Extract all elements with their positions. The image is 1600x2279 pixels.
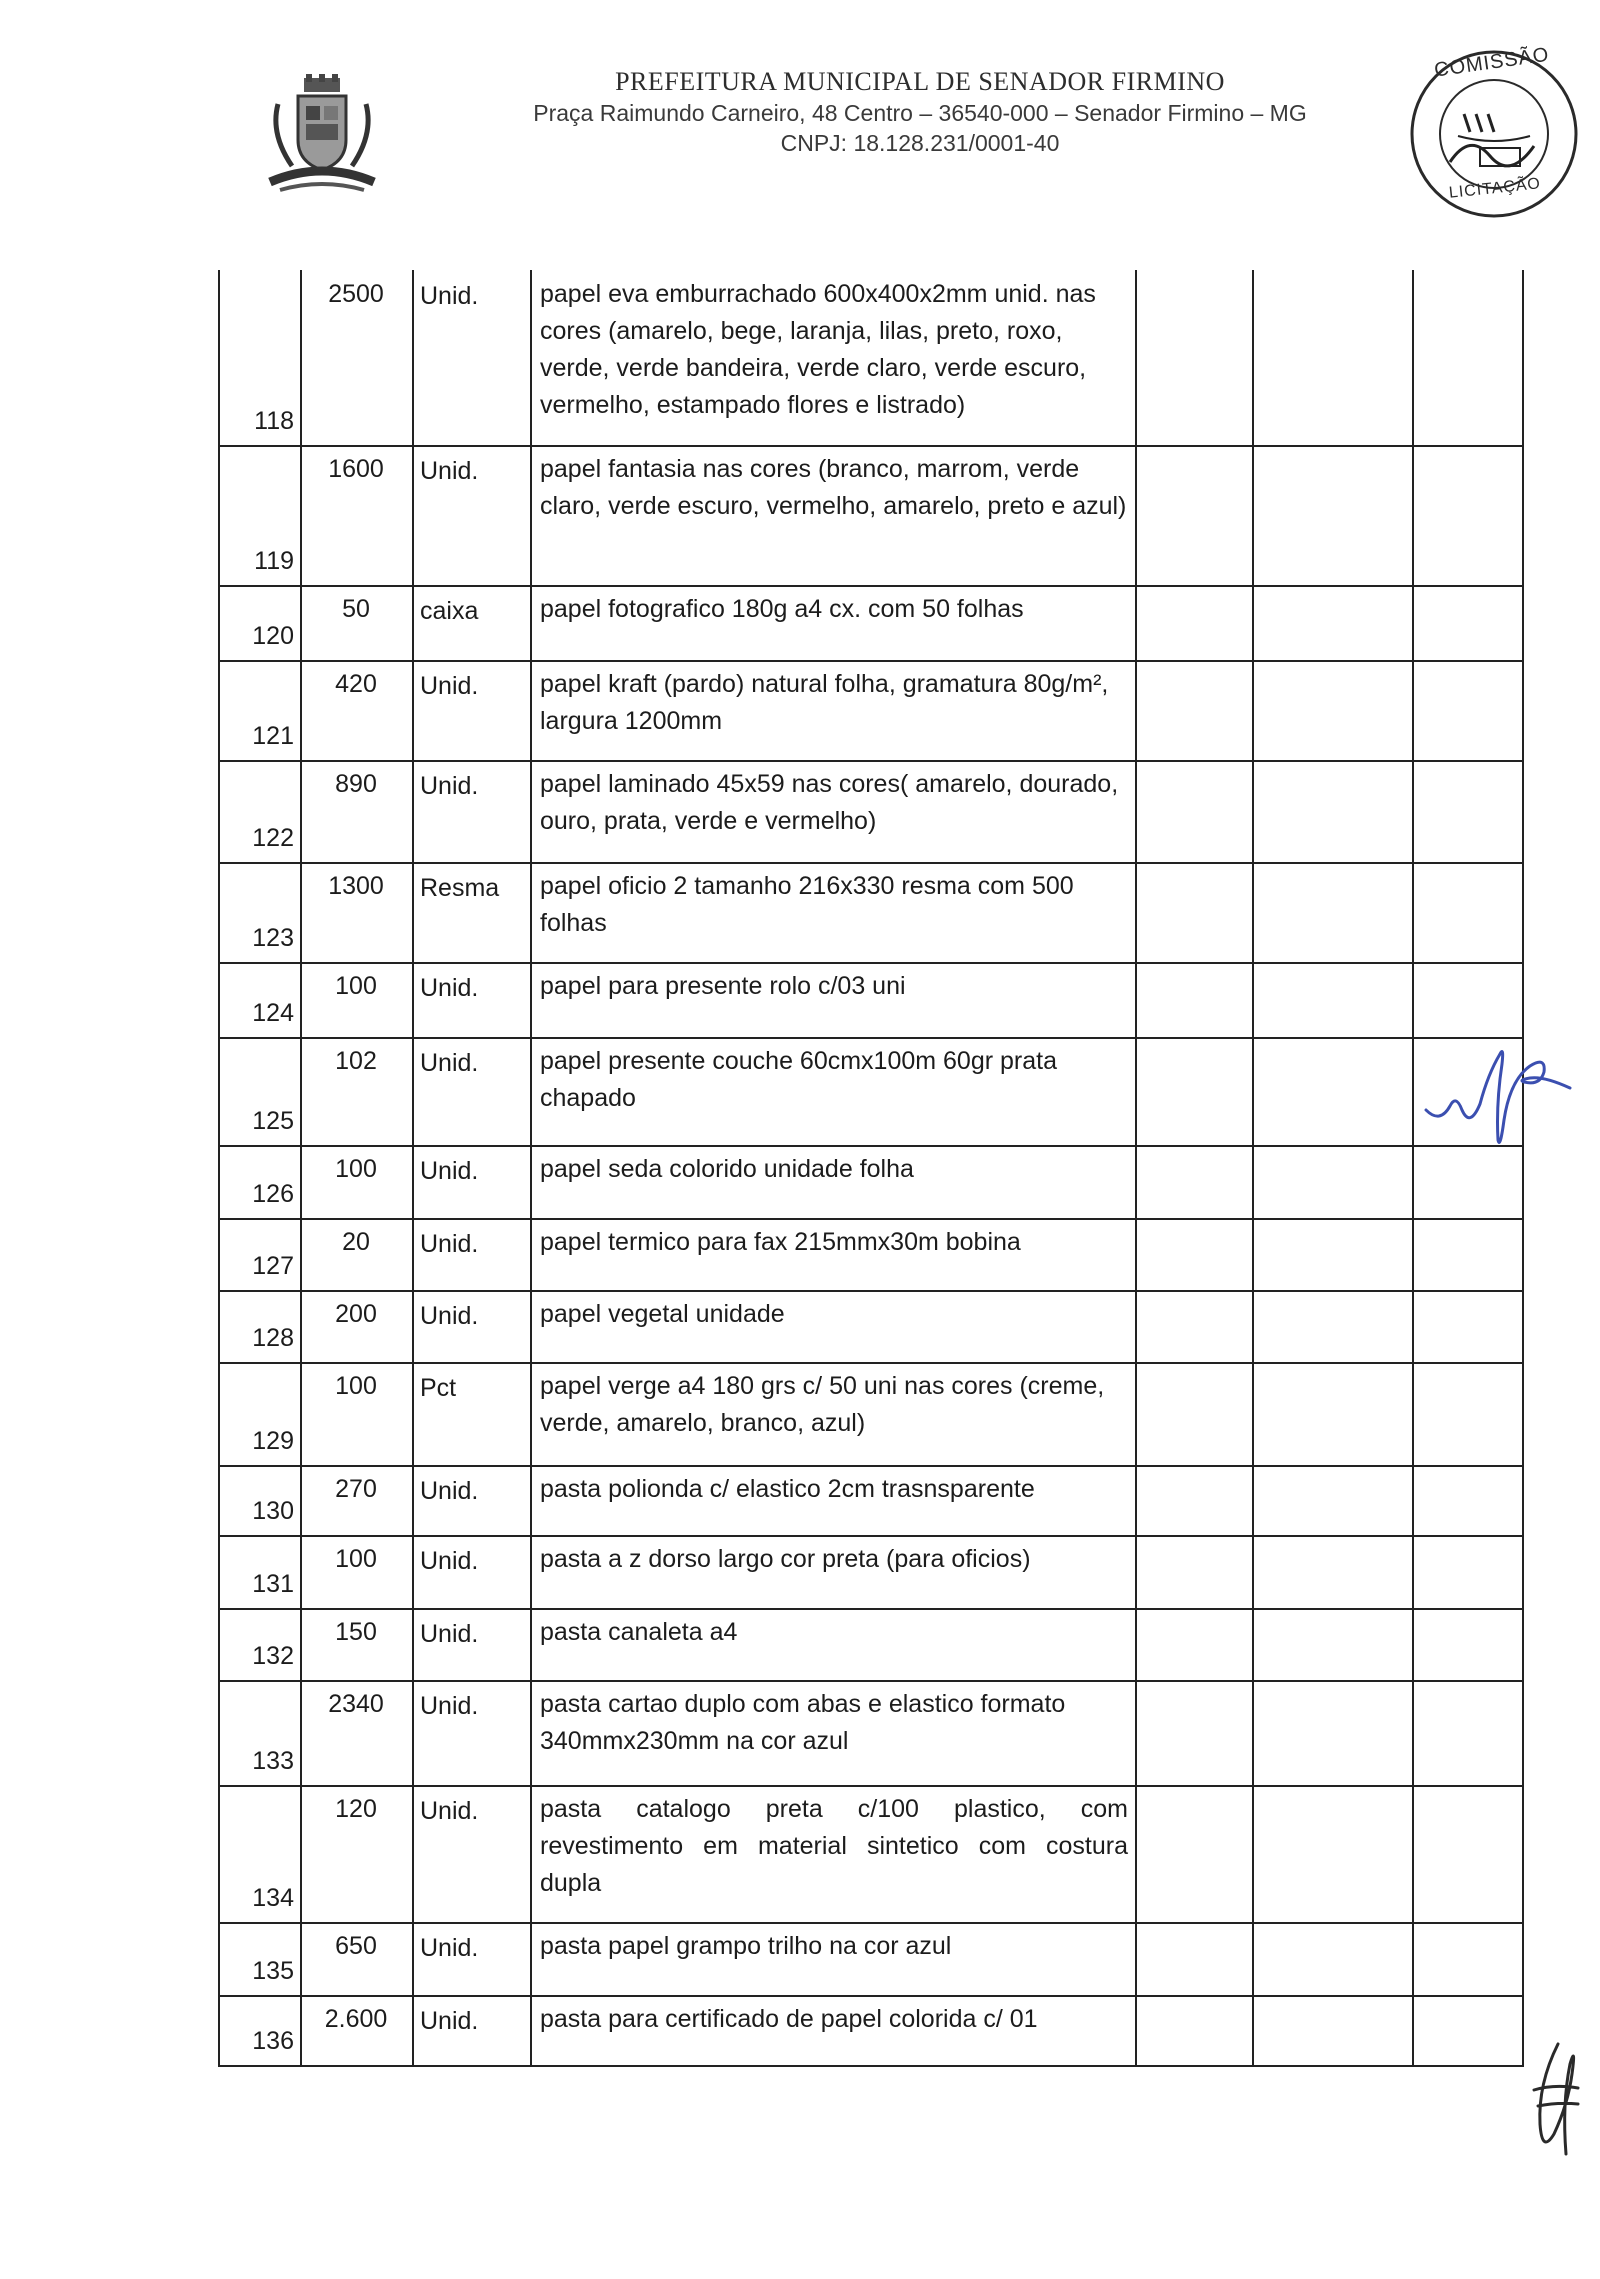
item-description: papel para presente rolo c/03 uni [540, 972, 906, 1000]
table-column-line [1135, 270, 1137, 2067]
item-unit: Unid. [420, 1692, 479, 1720]
table-row-line [218, 1922, 1522, 1924]
table-row-line [218, 1535, 1522, 1537]
item-quantity: 200 [335, 1300, 377, 1328]
item-quantity: 2.600 [324, 2005, 388, 2033]
item-description: pasta polionda c/ elastico 2cm trasnsparente [540, 1475, 1035, 1503]
item-unit: Unid. [420, 1049, 479, 1077]
item-number: 129 [252, 1427, 294, 1455]
table-row-line [218, 445, 1522, 447]
item-number: 131 [252, 1570, 294, 1598]
item-description: papel oficio 2 tamanho 216x330 resma com 500 folhas [540, 872, 1074, 937]
item-description: papel termico para fax 215mmx30m bobina [540, 1228, 1021, 1256]
table-row-line [218, 1037, 1522, 1039]
table-row-line [218, 1145, 1522, 1147]
item-quantity: 2340 [328, 1690, 384, 1718]
letterhead-title: PREFEITURA MUNICIPAL DE SENADOR FIRMINO [615, 67, 1225, 96]
item-number: 132 [252, 1642, 294, 1670]
item-unit: Unid. [420, 1547, 479, 1575]
table-column-line [300, 270, 302, 2067]
item-number: 136 [252, 2027, 294, 2055]
item-unit: Unid. [420, 1797, 479, 1825]
table-column-line [530, 270, 532, 2067]
table-column-line [1412, 270, 1414, 2067]
item-unit: caixa [420, 597, 479, 625]
item-unit: Unid. [420, 1157, 479, 1185]
table-row-line [218, 1680, 1522, 1682]
item-quantity: 420 [335, 670, 377, 698]
table-row-line [218, 1608, 1522, 1610]
item-quantity: 20 [342, 1228, 370, 1256]
item-description: papel vegetal unidade [540, 1300, 785, 1328]
item-unit: Unid. [420, 672, 479, 700]
item-description: pasta para certificado de papel colorida c/ 01 [540, 2005, 1038, 2033]
item-quantity: 120 [335, 1795, 377, 1823]
item-unit: Unid. [420, 1477, 479, 1505]
table-row-line [218, 585, 1522, 587]
item-number: 124 [252, 999, 294, 1027]
item-number: 133 [252, 1747, 294, 1775]
item-unit: Resma [420, 874, 500, 902]
item-quantity: 150 [335, 1618, 377, 1646]
item-description: papel presente couche 60cmx100m 60gr prata chapado [540, 1047, 1057, 1112]
table-row-line [218, 1218, 1522, 1220]
table-row-line [218, 660, 1522, 662]
item-number: 118 [254, 407, 294, 435]
item-number: 119 [254, 547, 294, 575]
item-quantity: 1600 [328, 455, 384, 483]
item-number: 135 [252, 1957, 294, 1985]
table-row-line [218, 1465, 1522, 1467]
item-quantity: 890 [335, 770, 377, 798]
handwritten-initials-icon [1528, 2040, 1588, 2160]
item-number: 127 [252, 1252, 294, 1280]
item-description: pasta a z dorso largo cor preta (para oficios) [540, 1545, 1031, 1573]
stamp-top-text: COMISSÃO [1432, 43, 1551, 82]
handwritten-rubric-icon [1420, 1040, 1580, 1150]
item-description: papel laminado 45x59 nas cores( amarelo, dourado, ouro, prata, verde e vermelho) [540, 770, 1119, 835]
table-row-line [218, 1362, 1522, 1364]
table-column-line [218, 270, 220, 2067]
table-row-line [218, 862, 1522, 864]
stamp-bottom-text: LICITAÇÃO [1448, 175, 1542, 202]
item-unit: Unid. [420, 1302, 479, 1330]
item-description: papel eva emburrachado 600x400x2mm unid. nas cores (amarelo, bege, laranja, lilas, preto, roxo, verde, verde bandeira, verde claro, verde escuro, vermelho, estampado flores e listrado) [540, 280, 1096, 419]
item-description: papel kraft (pardo) natural folha, gramatura 80g/m², largura 1200mm [540, 670, 1109, 735]
letterhead-address: Praça Raimundo Carneiro, 48 Centro – 36540-000 – Senador Firmino – MG [533, 100, 1307, 126]
item-unit: Unid. [420, 282, 479, 310]
item-quantity: 50 [342, 595, 370, 623]
item-quantity: 1300 [328, 872, 384, 900]
item-unit: Unid. [420, 772, 479, 800]
item-unit: Unid. [420, 457, 479, 485]
item-description: pasta papel grampo trilho na cor azul [540, 1932, 952, 1960]
item-description: pasta catalogo preta c/100 plastico, com revestimento em material sintetico com costura dupla [540, 1795, 1128, 1897]
item-description: pasta cartao duplo com abas e elastico formato 340mmx230mm na cor azul [540, 1690, 1066, 1755]
item-number: 120 [252, 622, 294, 650]
item-number: 130 [252, 1497, 294, 1525]
item-quantity: 270 [335, 1475, 377, 1503]
table-row-line [218, 962, 1522, 964]
item-number: 121 [252, 722, 294, 750]
item-unit: Pct [420, 1374, 457, 1402]
item-quantity: 100 [335, 1155, 377, 1183]
item-quantity: 2500 [328, 280, 384, 308]
item-number: 128 [252, 1324, 294, 1352]
item-unit: Unid. [420, 1620, 479, 1648]
item-quantity: 650 [335, 1932, 377, 1960]
item-number: 126 [252, 1180, 294, 1208]
item-quantity: 100 [335, 1545, 377, 1573]
table-row-line [218, 1785, 1522, 1787]
item-description: papel verge a4 180 grs c/ 50 uni nas cores (creme, verde, amarelo, branco, azul) [540, 1372, 1105, 1437]
table-row-line [218, 760, 1522, 762]
table-column-line [1252, 270, 1254, 2067]
table-row-line [218, 2065, 1522, 2067]
item-unit: Unid. [420, 974, 479, 1002]
item-description: pasta canaleta a4 [540, 1618, 738, 1646]
item-description: papel fotografico 180g a4 cx. com 50 folhas [540, 595, 1024, 623]
table-row-line [218, 1290, 1522, 1292]
table-row-line [218, 1995, 1522, 1997]
table-column-line [1522, 270, 1524, 2067]
item-number: 123 [252, 924, 294, 952]
item-number: 134 [252, 1884, 294, 1912]
item-quantity: 100 [335, 972, 377, 1000]
item-number: 122 [252, 824, 294, 852]
item-unit: Unid. [420, 1230, 479, 1258]
item-unit: Unid. [420, 2007, 479, 2035]
table-column-line [412, 270, 414, 2067]
item-quantity: 102 [335, 1047, 377, 1075]
item-description: papel seda colorido unidade folha [540, 1155, 914, 1183]
item-description: papel fantasia nas cores (branco, marrom, verde claro, verde escuro, vermelho, amarelo, preto e azul) [540, 455, 1127, 520]
item-unit: Unid. [420, 1934, 479, 1962]
item-number: 125 [252, 1107, 294, 1135]
letterhead-cnpj: CNPJ: 18.128.231/0001-40 [780, 130, 1060, 156]
item-quantity: 100 [335, 1372, 377, 1400]
